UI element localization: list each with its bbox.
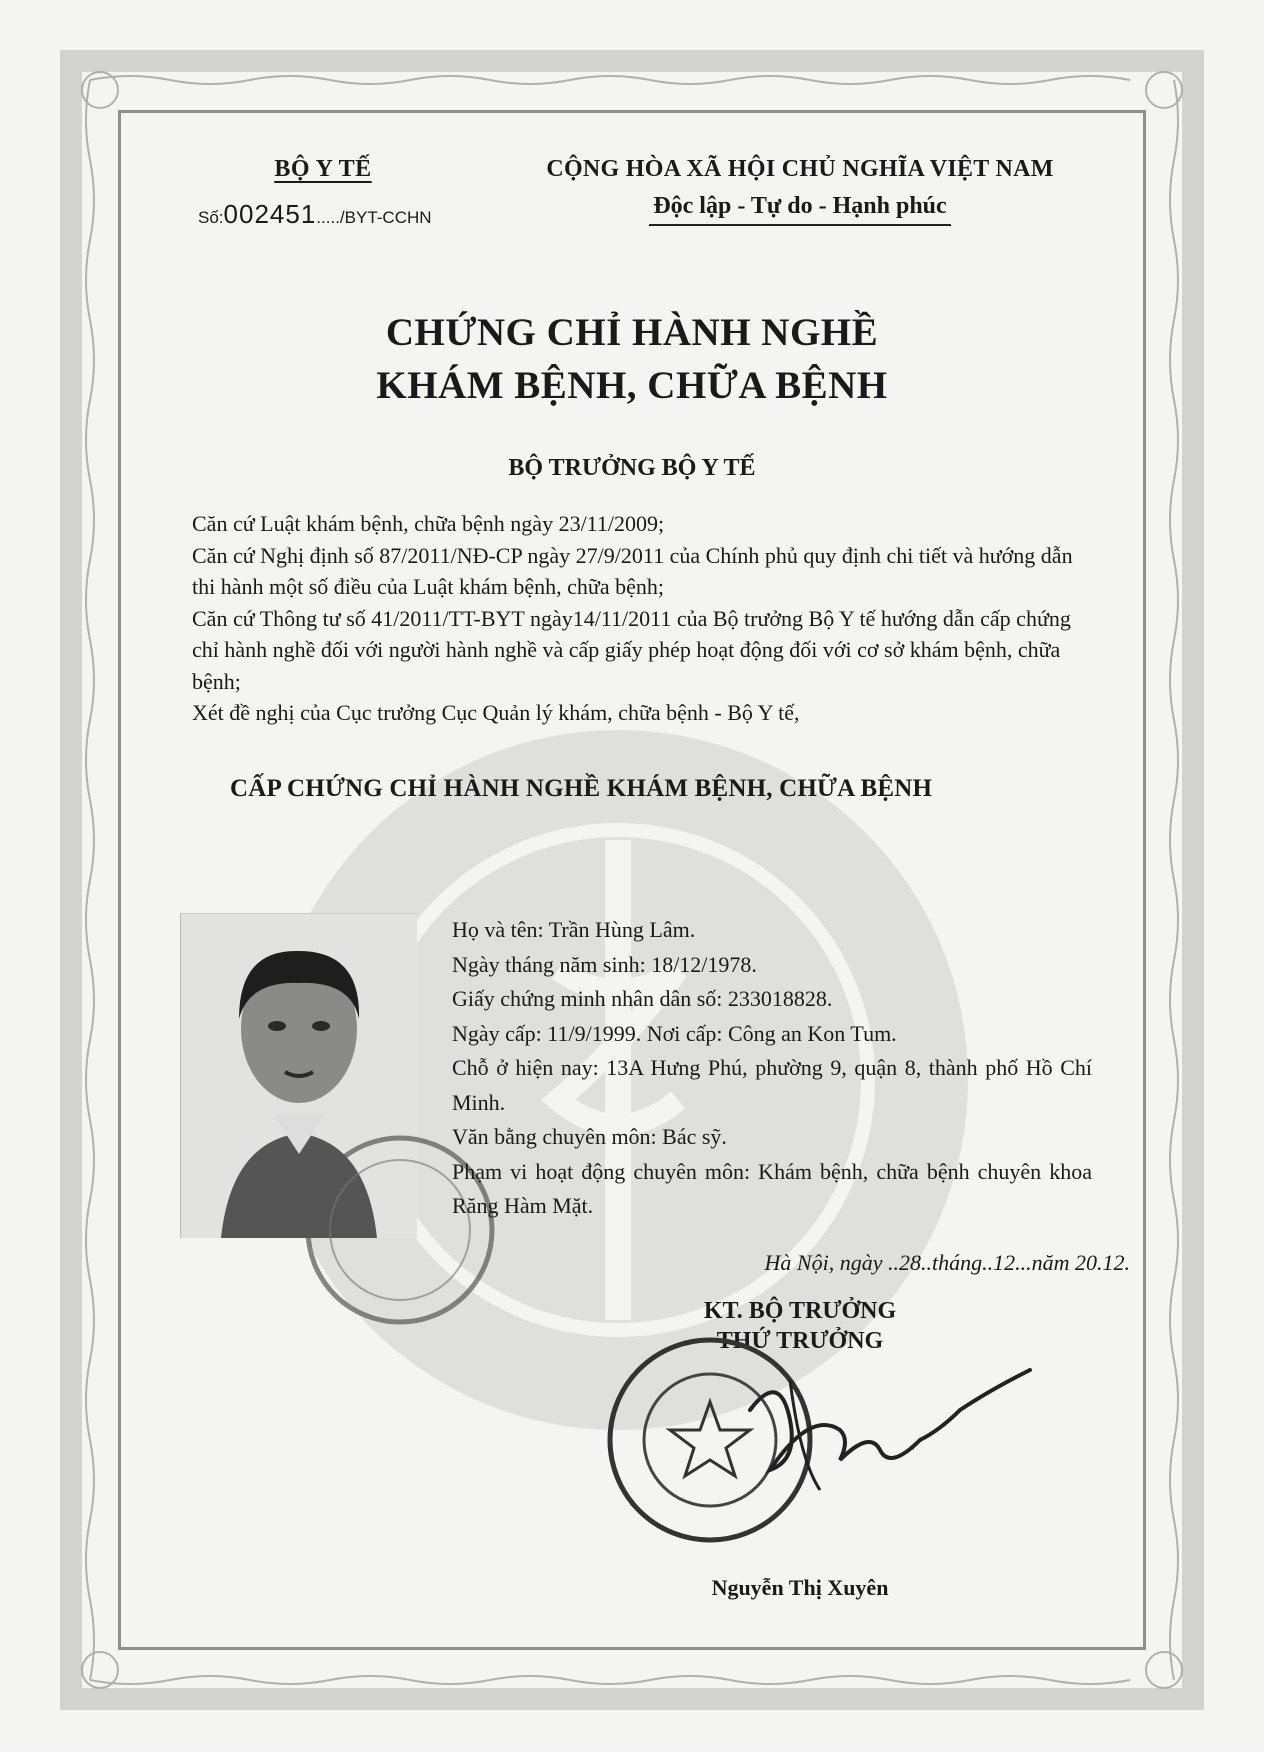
holder-details <box>452 913 1092 1224</box>
holder-dob: Ngày tháng năm sinh: 18/12/1978. <box>452 951 757 977</box>
certificate-content <box>130 120 1134 1640</box>
holder-id-number: Giấy chứng minh nhân dân số: 233018828. <box>452 986 833 1011</box>
holder-qualification: Văn bằng chuyên môn: Bác sỹ. <box>452 1124 727 1149</box>
issuer-block <box>188 156 458 230</box>
title-line-1: CHỨNG CHỈ HÀNH NGHỀ <box>385 311 879 354</box>
document-number-value: 002451 <box>223 199 317 229</box>
holder-scope: Phạm vi hoạt động chuyên môn: Khám bệnh, chữa bệnh chuyên khoa Răng Hàm Mặt. <box>452 1158 1092 1218</box>
certificate-title <box>130 310 1134 408</box>
document-number: Số:002451...../BYT-CCHN <box>198 199 432 229</box>
legal-basis-item: Căn cứ Thông tư số 41/2011/TT-BYT ngày14/11/2011 của Bộ trưởng Bộ Y tế hướng dẫn cấp chứng chỉ hành nghề đối với người hành nghề và cấp giấy phép hoạt động đối với cơ sở khám bệnh, chữa bệnh; <box>192 605 1071 694</box>
legal-basis-item: Xét đề nghị của Cục trưởng Cục Quản lý khám, chữa bệnh - Bộ Y tế, <box>192 700 800 725</box>
signer-name: Nguyễn Thị Xuyên <box>711 1575 889 1600</box>
place-and-date: Hà Nội, ngày ..28..tháng..12...năm 20.12. <box>764 1250 1130 1275</box>
legal-basis <box>192 508 1092 729</box>
holder-id-issue: Ngày cấp: 11/9/1999. Nơi cấp: Công an Kon Tum. <box>452 1020 897 1046</box>
title-line-2: KHÁM BỆNH, CHỮA BỆNH <box>376 364 888 407</box>
national-motto: Độc lập - Tự do - Hạnh phúc <box>649 193 950 226</box>
signature-icon <box>730 1350 1040 1500</box>
issuer-name: BỘ Y TẾ <box>274 156 372 182</box>
national-header <box>500 156 1100 226</box>
legal-basis-item: Căn cứ Luật khám bệnh, chữa bệnh ngày 23/11/2009; <box>192 511 665 536</box>
holder-address: Chỗ ở hiện nay: 13A Hưng Phú, phường 9, quận 8, thành phố Hồ Chí Minh. <box>452 1055 1092 1115</box>
issuing-authority: BỘ TRƯỞNG BỘ Y TẾ <box>508 455 756 481</box>
signatory-title-line-1: KT. BỘ TRƯỞNG <box>703 1298 897 1324</box>
grant-heading: CẤP CHỨNG CHỈ HÀNH NGHỀ KHÁM BỆNH, CHỮA BỆNH <box>230 775 933 802</box>
signatory-title-line-2: THỨ TRƯỞNG <box>716 1328 884 1354</box>
legal-basis-item: Căn cứ Nghị định số 87/2011/NĐ-CP ngày 27/9/2011 của Chính phủ quy định chi tiết và hướng dẫn thi hành một số điều của Luật khám bệnh, chữa bệnh; <box>192 542 1073 599</box>
holder-name: Họ và tên: Trần Hùng Lâm. <box>452 917 696 942</box>
country-name: CỘNG HÒA XÃ HỘI CHỦ NGHĨA VIỆT NAM <box>546 156 1054 182</box>
